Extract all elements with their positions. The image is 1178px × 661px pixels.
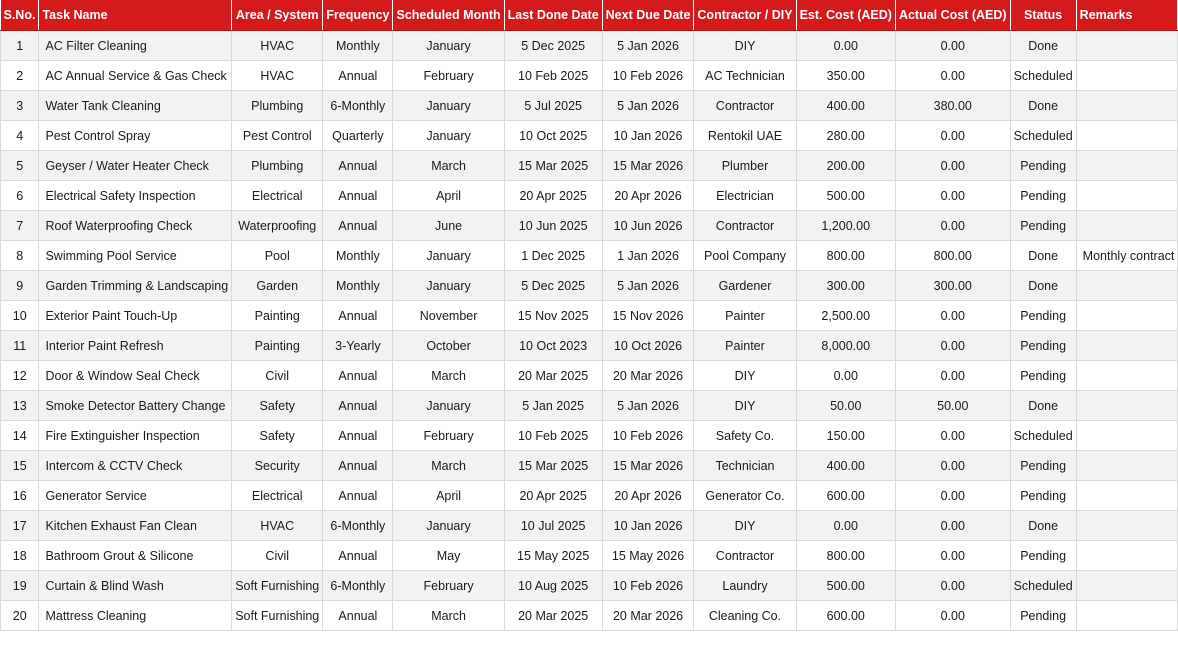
cell-sno[interactable]: 11 — [1, 331, 39, 361]
cell-frequency[interactable]: Annual — [323, 391, 393, 421]
table-row — [1, 241, 1178, 271]
cell-est-cost[interactable]: 0.00 — [796, 361, 895, 391]
cell-sno[interactable]: 2 — [1, 61, 39, 91]
cell-area-system[interactable]: HVAC — [232, 511, 323, 541]
cell-frequency[interactable]: Annual — [323, 301, 393, 331]
cell-area-system[interactable]: Safety — [232, 421, 323, 451]
cell-actual-cost[interactable]: 800.00 — [895, 241, 1010, 271]
cell-area-system[interactable]: Safety — [232, 391, 323, 421]
cell-frequency[interactable]: Annual — [323, 421, 393, 451]
cell-scheduled-month[interactable]: January — [393, 121, 504, 151]
cell-scheduled-month[interactable]: March — [393, 151, 504, 181]
cell-area-system[interactable]: HVAC — [232, 31, 323, 61]
cell-est-cost[interactable]: 200.00 — [796, 151, 895, 181]
cell-scheduled-month[interactable]: March — [393, 451, 504, 481]
cell-status[interactable]: Scheduled — [1010, 61, 1076, 91]
cell-scheduled-month[interactable]: April — [393, 481, 504, 511]
cell-scheduled-month[interactable]: January — [393, 241, 504, 271]
cell-actual-cost[interactable]: 0.00 — [895, 121, 1010, 151]
cell-next-due-date[interactable]: 15 Nov 2026 — [602, 301, 694, 331]
cell-frequency[interactable]: Annual — [323, 451, 393, 481]
cell-contractor[interactable]: Rentokil UAE — [694, 121, 796, 151]
cell-sno[interactable]: 9 — [1, 271, 39, 301]
cell-actual-cost[interactable]: 0.00 — [895, 541, 1010, 571]
cell-status[interactable]: Done — [1010, 511, 1076, 541]
cell-sno[interactable]: 7 — [1, 211, 39, 241]
header-frequency[interactable]: Frequency — [323, 0, 393, 31]
cell-next-due-date[interactable]: 10 Jun 2026 — [602, 211, 694, 241]
cell-remarks[interactable] — [1076, 151, 1178, 181]
cell-last-done-date[interactable]: 5 Dec 2025 — [504, 271, 602, 301]
cell-est-cost[interactable]: 8,000.00 — [796, 331, 895, 361]
cell-frequency[interactable]: Annual — [323, 61, 393, 91]
cell-sno[interactable]: 13 — [1, 391, 39, 421]
cell-frequency[interactable]: Annual — [323, 541, 393, 571]
cell-est-cost[interactable]: 500.00 — [796, 571, 895, 601]
cell-remarks[interactable] — [1076, 91, 1178, 121]
cell-frequency[interactable]: 3-Yearly — [323, 331, 393, 361]
table-row — [1, 451, 1178, 481]
cell-last-done-date[interactable]: 20 Mar 2025 — [504, 601, 602, 631]
header-contractor[interactable]: Contractor / DIY — [694, 0, 796, 31]
cell-scheduled-month[interactable]: February — [393, 61, 504, 91]
header-remarks[interactable]: Remarks — [1076, 0, 1178, 31]
cell-remarks[interactable] — [1076, 61, 1178, 91]
cell-actual-cost[interactable]: 0.00 — [895, 31, 1010, 61]
cell-area-system[interactable]: Civil — [232, 541, 323, 571]
cell-last-done-date[interactable]: 15 Mar 2025 — [504, 151, 602, 181]
cell-sno[interactable]: 18 — [1, 541, 39, 571]
cell-scheduled-month[interactable]: January — [393, 391, 504, 421]
cell-status[interactable]: Pending — [1010, 601, 1076, 631]
cell-contractor[interactable]: Contractor — [694, 541, 796, 571]
cell-est-cost[interactable]: 2,500.00 — [796, 301, 895, 331]
cell-actual-cost[interactable]: 0.00 — [895, 361, 1010, 391]
cell-scheduled-month[interactable]: March — [393, 361, 504, 391]
cell-est-cost[interactable]: 1,200.00 — [796, 211, 895, 241]
cell-task-name[interactable]: Generator Service — [39, 481, 232, 511]
cell-est-cost[interactable]: 50.00 — [796, 391, 895, 421]
cell-last-done-date[interactable]: 15 Mar 2025 — [504, 451, 602, 481]
cell-frequency[interactable]: 6-Monthly — [323, 571, 393, 601]
cell-task-name[interactable]: Interior Paint Refresh — [39, 331, 232, 361]
cell-contractor[interactable]: Cleaning Co. — [694, 601, 796, 631]
cell-contractor[interactable]: Contractor — [694, 91, 796, 121]
cell-next-due-date[interactable]: 5 Jan 2026 — [602, 91, 694, 121]
cell-task-name[interactable]: Exterior Paint Touch-Up — [39, 301, 232, 331]
cell-scheduled-month[interactable]: February — [393, 571, 504, 601]
cell-frequency[interactable]: Annual — [323, 181, 393, 211]
cell-contractor[interactable]: Technician — [694, 451, 796, 481]
cell-next-due-date[interactable]: 5 Jan 2026 — [602, 391, 694, 421]
cell-actual-cost[interactable]: 300.00 — [895, 271, 1010, 301]
cell-sno[interactable]: 12 — [1, 361, 39, 391]
cell-task-name[interactable]: Geyser / Water Heater Check — [39, 151, 232, 181]
header-scheduled-month[interactable]: Scheduled Month — [393, 0, 504, 31]
cell-actual-cost[interactable]: 0.00 — [895, 481, 1010, 511]
cell-remarks[interactable] — [1076, 511, 1178, 541]
table-row — [1, 331, 1178, 361]
cell-scheduled-month[interactable]: January — [393, 511, 504, 541]
table-row — [1, 181, 1178, 211]
cell-contractor[interactable]: Electrician — [694, 181, 796, 211]
cell-scheduled-month[interactable]: February — [393, 421, 504, 451]
cell-next-due-date[interactable]: 10 Feb 2026 — [602, 421, 694, 451]
cell-actual-cost[interactable]: 0.00 — [895, 421, 1010, 451]
cell-area-system[interactable]: Garden — [232, 271, 323, 301]
cell-last-done-date[interactable]: 10 Aug 2025 — [504, 571, 602, 601]
cell-task-name[interactable]: Electrical Safety Inspection — [39, 181, 232, 211]
cell-actual-cost[interactable]: 50.00 — [895, 391, 1010, 421]
cell-actual-cost[interactable]: 0.00 — [895, 181, 1010, 211]
cell-task-name[interactable]: Intercom & CCTV Check — [39, 451, 232, 481]
header-next-due-date[interactable]: Next Due Date — [602, 0, 694, 31]
cell-frequency[interactable]: Annual — [323, 151, 393, 181]
cell-area-system[interactable]: Pool — [232, 241, 323, 271]
header-actual-cost[interactable]: Actual Cost (AED) — [895, 0, 1010, 31]
table-row — [1, 571, 1178, 601]
table-row — [1, 391, 1178, 421]
cell-est-cost[interactable]: 600.00 — [796, 481, 895, 511]
cell-area-system[interactable]: Electrical — [232, 181, 323, 211]
cell-frequency[interactable]: Quarterly — [323, 121, 393, 151]
cell-task-name[interactable]: Water Tank Cleaning — [39, 91, 232, 121]
cell-est-cost[interactable]: 150.00 — [796, 421, 895, 451]
cell-contractor[interactable]: Plumber — [694, 151, 796, 181]
cell-area-system[interactable]: Soft Furnishing — [232, 571, 323, 601]
table-row — [1, 61, 1178, 91]
cell-task-name[interactable]: Door & Window Seal Check — [39, 361, 232, 391]
cell-last-done-date[interactable]: 10 Jun 2025 — [504, 211, 602, 241]
cell-est-cost[interactable]: 400.00 — [796, 451, 895, 481]
cell-sno[interactable]: 10 — [1, 301, 39, 331]
cell-sno[interactable]: 8 — [1, 241, 39, 271]
cell-sno[interactable]: 17 — [1, 511, 39, 541]
cell-contractor[interactable]: Pool Company — [694, 241, 796, 271]
cell-task-name[interactable]: Curtain & Blind Wash — [39, 571, 232, 601]
cell-contractor[interactable]: Painter — [694, 301, 796, 331]
cell-est-cost[interactable]: 300.00 — [796, 271, 895, 301]
cell-contractor[interactable]: Contractor — [694, 211, 796, 241]
cell-task-name[interactable]: Pest Control Spray — [39, 121, 232, 151]
cell-task-name[interactable]: Kitchen Exhaust Fan Clean — [39, 511, 232, 541]
cell-sno[interactable]: 1 — [1, 31, 39, 61]
cell-remarks[interactable] — [1076, 301, 1178, 331]
cell-next-due-date[interactable]: 15 May 2026 — [602, 541, 694, 571]
table-row — [1, 541, 1178, 571]
cell-sno[interactable]: 14 — [1, 421, 39, 451]
cell-area-system[interactable]: HVAC — [232, 61, 323, 91]
cell-scheduled-month[interactable]: May — [393, 541, 504, 571]
cell-actual-cost[interactable]: 0.00 — [895, 61, 1010, 91]
cell-status[interactable]: Pending — [1010, 211, 1076, 241]
header-status[interactable]: Status — [1010, 0, 1076, 31]
cell-next-due-date[interactable]: 10 Feb 2026 — [602, 571, 694, 601]
cell-sno[interactable]: 15 — [1, 451, 39, 481]
cell-scheduled-month[interactable]: November — [393, 301, 504, 331]
cell-actual-cost[interactable]: 0.00 — [895, 601, 1010, 631]
cell-scheduled-month[interactable]: October — [393, 331, 504, 361]
cell-last-done-date[interactable]: 20 Apr 2025 — [504, 181, 602, 211]
cell-last-done-date[interactable]: 5 Dec 2025 — [504, 31, 602, 61]
table-row — [1, 31, 1178, 61]
cell-task-name[interactable]: Garden Trimming & Landscaping — [39, 271, 232, 301]
cell-remarks[interactable] — [1076, 331, 1178, 361]
table-row — [1, 511, 1178, 541]
cell-task-name[interactable]: AC Filter Cleaning — [39, 31, 232, 61]
cell-status[interactable]: Pending — [1010, 541, 1076, 571]
cell-sno[interactable]: 6 — [1, 181, 39, 211]
cell-status[interactable]: Pending — [1010, 301, 1076, 331]
cell-next-due-date[interactable]: 15 Mar 2026 — [602, 151, 694, 181]
cell-status[interactable]: Done — [1010, 391, 1076, 421]
cell-remarks[interactable] — [1076, 421, 1178, 451]
cell-contractor[interactable]: DIY — [694, 511, 796, 541]
cell-last-done-date[interactable]: 20 Mar 2025 — [504, 361, 602, 391]
cell-last-done-date[interactable]: 1 Dec 2025 — [504, 241, 602, 271]
cell-last-done-date[interactable]: 15 May 2025 — [504, 541, 602, 571]
cell-remarks[interactable]: Monthly contract — [1076, 241, 1178, 271]
cell-last-done-date[interactable]: 5 Jul 2025 — [504, 91, 602, 121]
cell-remarks[interactable] — [1076, 361, 1178, 391]
cell-actual-cost[interactable]: 0.00 — [895, 571, 1010, 601]
cell-next-due-date[interactable]: 5 Jan 2026 — [602, 271, 694, 301]
cell-sno[interactable]: 19 — [1, 571, 39, 601]
table-row — [1, 361, 1178, 391]
cell-contractor[interactable]: DIY — [694, 391, 796, 421]
cell-scheduled-month[interactable]: January — [393, 91, 504, 121]
cell-status[interactable]: Pending — [1010, 151, 1076, 181]
cell-area-system[interactable]: Painting — [232, 301, 323, 331]
cell-est-cost[interactable]: 500.00 — [796, 181, 895, 211]
cell-frequency[interactable]: Monthly — [323, 271, 393, 301]
cell-area-system[interactable]: Painting — [232, 331, 323, 361]
header-last-done-date[interactable]: Last Done Date — [504, 0, 602, 31]
cell-area-system[interactable]: Electrical — [232, 481, 323, 511]
cell-status[interactable]: Scheduled — [1010, 571, 1076, 601]
header-sno[interactable]: S.No. — [1, 0, 39, 31]
cell-scheduled-month[interactable]: January — [393, 271, 504, 301]
header-area-system[interactable]: Area / System — [232, 0, 323, 31]
cell-contractor[interactable]: DIY — [694, 361, 796, 391]
cell-next-due-date[interactable]: 20 Apr 2026 — [602, 181, 694, 211]
cell-next-due-date[interactable]: 10 Jan 2026 — [602, 511, 694, 541]
cell-actual-cost[interactable]: 0.00 — [895, 511, 1010, 541]
cell-remarks[interactable] — [1076, 271, 1178, 301]
cell-area-system[interactable]: Security — [232, 451, 323, 481]
cell-status[interactable]: Done — [1010, 91, 1076, 121]
table-row — [1, 481, 1178, 511]
cell-task-name[interactable]: AC Annual Service & Gas Check — [39, 61, 232, 91]
table-row — [1, 211, 1178, 241]
cell-frequency[interactable]: 6-Monthly — [323, 511, 393, 541]
table-row — [1, 421, 1178, 451]
cell-actual-cost[interactable]: 0.00 — [895, 211, 1010, 241]
cell-sno[interactable]: 5 — [1, 151, 39, 181]
cell-next-due-date[interactable]: 5 Jan 2026 — [602, 31, 694, 61]
cell-remarks[interactable] — [1076, 601, 1178, 631]
cell-contractor[interactable]: Generator Co. — [694, 481, 796, 511]
cell-next-due-date[interactable]: 10 Jan 2026 — [602, 121, 694, 151]
cell-est-cost[interactable]: 350.00 — [796, 61, 895, 91]
cell-area-system[interactable]: Waterproofing — [232, 211, 323, 241]
cell-last-done-date[interactable]: 20 Apr 2025 — [504, 481, 602, 511]
cell-frequency[interactable]: Annual — [323, 481, 393, 511]
cell-est-cost[interactable]: 0.00 — [796, 31, 895, 61]
cell-task-name[interactable]: Bathroom Grout & Silicone — [39, 541, 232, 571]
cell-area-system[interactable]: Soft Furnishing — [232, 601, 323, 631]
cell-remarks[interactable] — [1076, 121, 1178, 151]
cell-next-due-date[interactable]: 1 Jan 2026 — [602, 241, 694, 271]
table-row — [1, 601, 1178, 631]
cell-task-name[interactable]: Mattress Cleaning — [39, 601, 232, 631]
table-row — [1, 91, 1178, 121]
cell-actual-cost[interactable]: 0.00 — [895, 331, 1010, 361]
cell-next-due-date[interactable]: 20 Mar 2026 — [602, 361, 694, 391]
cell-status[interactable]: Pending — [1010, 361, 1076, 391]
cell-area-system[interactable]: Civil — [232, 361, 323, 391]
cell-contractor[interactable]: Painter — [694, 331, 796, 361]
cell-status[interactable]: Pending — [1010, 451, 1076, 481]
cell-remarks[interactable] — [1076, 31, 1178, 61]
cell-next-due-date[interactable]: 20 Mar 2026 — [602, 601, 694, 631]
cell-area-system[interactable]: Plumbing — [232, 91, 323, 121]
cell-area-system[interactable]: Plumbing — [232, 151, 323, 181]
table-body — [1, 31, 1178, 631]
cell-status[interactable]: Done — [1010, 241, 1076, 271]
cell-scheduled-month[interactable]: March — [393, 601, 504, 631]
table-row — [1, 121, 1178, 151]
cell-status[interactable]: Scheduled — [1010, 121, 1076, 151]
cell-remarks[interactable] — [1076, 211, 1178, 241]
cell-scheduled-month[interactable]: June — [393, 211, 504, 241]
cell-remarks[interactable] — [1076, 451, 1178, 481]
cell-sno[interactable]: 20 — [1, 601, 39, 631]
cell-contractor[interactable]: AC Technician — [694, 61, 796, 91]
cell-next-due-date[interactable]: 10 Oct 2026 — [602, 331, 694, 361]
cell-est-cost[interactable]: 800.00 — [796, 541, 895, 571]
cell-est-cost[interactable]: 400.00 — [796, 91, 895, 121]
cell-last-done-date[interactable]: 10 Oct 2023 — [504, 331, 602, 361]
cell-est-cost[interactable]: 600.00 — [796, 601, 895, 631]
cell-frequency[interactable]: Annual — [323, 211, 393, 241]
cell-est-cost[interactable]: 800.00 — [796, 241, 895, 271]
cell-est-cost[interactable]: 280.00 — [796, 121, 895, 151]
table-row — [1, 301, 1178, 331]
table-row — [1, 271, 1178, 301]
cell-actual-cost[interactable]: 0.00 — [895, 451, 1010, 481]
cell-frequency[interactable]: Monthly — [323, 241, 393, 271]
table-row — [1, 151, 1178, 181]
cell-frequency[interactable]: Annual — [323, 601, 393, 631]
cell-last-done-date[interactable]: 15 Nov 2025 — [504, 301, 602, 331]
header-task-name[interactable]: Task Name — [39, 0, 232, 31]
cell-status[interactable]: Pending — [1010, 331, 1076, 361]
cell-last-done-date[interactable]: 10 Feb 2025 — [504, 421, 602, 451]
cell-last-done-date[interactable]: 10 Feb 2025 — [504, 61, 602, 91]
cell-frequency[interactable]: Monthly — [323, 31, 393, 61]
cell-frequency[interactable]: Annual — [323, 361, 393, 391]
cell-last-done-date[interactable]: 10 Jul 2025 — [504, 511, 602, 541]
cell-remarks[interactable] — [1076, 541, 1178, 571]
cell-next-due-date[interactable]: 15 Mar 2026 — [602, 451, 694, 481]
cell-remarks[interactable] — [1076, 181, 1178, 211]
cell-status[interactable]: Done — [1010, 31, 1076, 61]
header-est-cost[interactable]: Est. Cost (AED) — [796, 0, 895, 31]
cell-contractor[interactable]: Laundry — [694, 571, 796, 601]
cell-frequency[interactable]: 6-Monthly — [323, 91, 393, 121]
cell-status[interactable]: Pending — [1010, 181, 1076, 211]
cell-status[interactable]: Scheduled — [1010, 421, 1076, 451]
cell-next-due-date[interactable]: 20 Apr 2026 — [602, 481, 694, 511]
cell-contractor[interactable]: Safety Co. — [694, 421, 796, 451]
cell-contractor[interactable]: DIY — [694, 31, 796, 61]
cell-remarks[interactable] — [1076, 481, 1178, 511]
cell-task-name[interactable]: Swimming Pool Service — [39, 241, 232, 271]
header-row — [1, 0, 1178, 31]
cell-scheduled-month[interactable]: January — [393, 31, 504, 61]
cell-last-done-date[interactable]: 5 Jan 2025 — [504, 391, 602, 421]
cell-task-name[interactable]: Smoke Detector Battery Change — [39, 391, 232, 421]
cell-status[interactable]: Done — [1010, 271, 1076, 301]
cell-status[interactable]: Pending — [1010, 481, 1076, 511]
cell-last-done-date[interactable]: 10 Oct 2025 — [504, 121, 602, 151]
cell-actual-cost[interactable]: 0.00 — [895, 301, 1010, 331]
cell-sno[interactable]: 16 — [1, 481, 39, 511]
cell-scheduled-month[interactable]: April — [393, 181, 504, 211]
cell-actual-cost[interactable]: 380.00 — [895, 91, 1010, 121]
cell-area-system[interactable]: Pest Control — [232, 121, 323, 151]
cell-actual-cost[interactable]: 0.00 — [895, 151, 1010, 181]
cell-task-name[interactable]: Roof Waterproofing Check — [39, 211, 232, 241]
cell-sno[interactable]: 3 — [1, 91, 39, 121]
cell-remarks[interactable] — [1076, 391, 1178, 421]
cell-contractor[interactable]: Gardener — [694, 271, 796, 301]
cell-est-cost[interactable]: 0.00 — [796, 511, 895, 541]
cell-task-name[interactable]: Fire Extinguisher Inspection — [39, 421, 232, 451]
cell-sno[interactable]: 4 — [1, 121, 39, 151]
cell-remarks[interactable] — [1076, 571, 1178, 601]
cell-next-due-date[interactable]: 10 Feb 2026 — [602, 61, 694, 91]
